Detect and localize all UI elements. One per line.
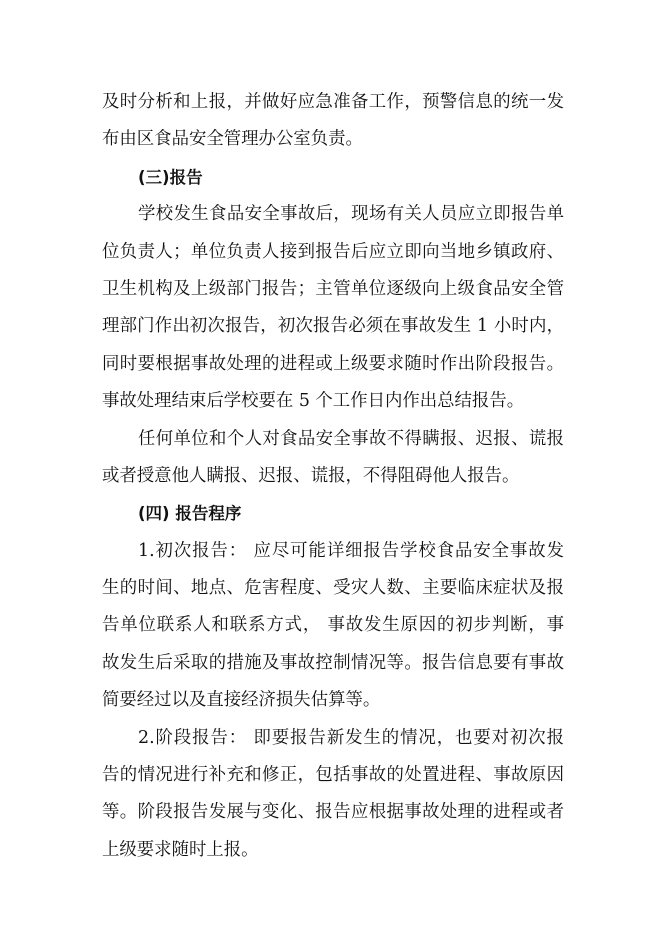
section-4-item-1 — [102, 533, 564, 720]
section-4-heading: (四) 报告程序 — [138, 504, 242, 524]
text-line: 事故处理结束后学校要在 5 个工作日内作出总结报告。 — [102, 391, 525, 412]
section-4-item-2 — [102, 720, 564, 870]
text-line: 简要经过以及直接经济损失估算等。 — [102, 690, 381, 711]
text-line: 等。阶段报告发展与变化、报告应根据事故处理的进程或者 — [102, 802, 564, 823]
text-line: 理部门作出初次报告，初次报告必须在事故发生 1 小时内， — [102, 316, 564, 337]
text-line: 布由区食品安全管理办公室负责。 — [102, 129, 363, 150]
text-line: 同时要根据事故处理的进程或上级要求随时作出阶段报告。 — [102, 353, 564, 374]
text-line: 及时分析和上报，并做好应急准备工作，预警信息的统一发 — [102, 92, 564, 112]
section-3-paragraph-2 — [102, 421, 564, 496]
text-line: 故发生后采取的措施及事故控制情况等。报告信息要有事故 — [102, 652, 564, 673]
text-line: 告单位联系人和联系方式， 事故发生原因的初步判断，事 — [102, 615, 564, 636]
text-line: 位负责人；单位负责人接到报告后应立即向当地乡镇政府、 — [102, 241, 564, 262]
text-line: 2.阶段报告： 即要报告新发生的情况，也要对初次报 — [138, 727, 564, 748]
intro-paragraph — [102, 84, 564, 159]
text-line: 任何单位和个人对食品安全事故不得瞒报、迟报、谎报 — [138, 428, 564, 449]
text-line: 生的时间、地点、危害程度、受灾人数、主要临床症状及报 — [102, 578, 564, 599]
text-line: 或者授意他人瞒报、迟报、谎报，不得阻碍他人报告。 — [102, 465, 520, 486]
document-body — [102, 84, 564, 869]
section-3-heading: (三)报告 — [138, 167, 203, 187]
text-line: 告的情况进行补充和修正，包括事故的处置进程、事故原因 — [102, 765, 564, 786]
text-line: 学校发生食品安全事故后，现场有关人员应立即报告单 — [138, 204, 564, 225]
text-line: 卫生机构及上级部门报告；主管单位逐级向上级食品安全管 — [102, 278, 564, 299]
text-line: 1.初次报告： 应尽可能详细报告学校食品安全事故发 — [138, 540, 564, 561]
section-3-paragraph-1 — [102, 196, 564, 420]
text-line: 上级要求随时上报。 — [102, 839, 259, 860]
